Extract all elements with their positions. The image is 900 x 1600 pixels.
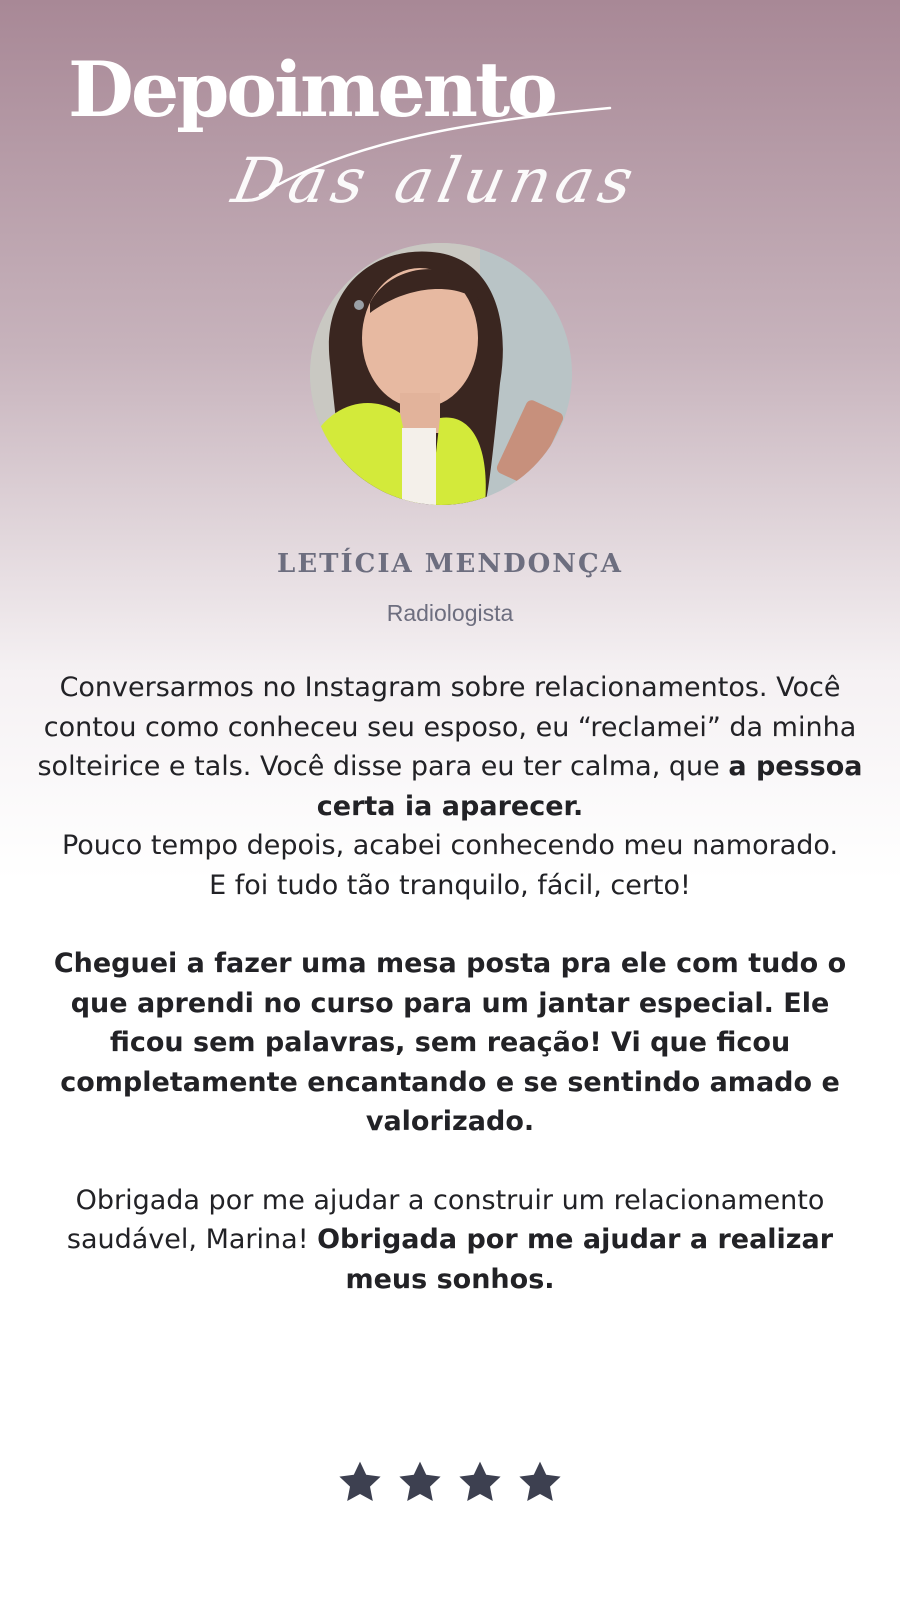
page-subtitle-script: Das alunas — [226, 144, 646, 217]
testimonial-paragraph: E foi tudo tão tranquilo, fácil, certo! — [209, 869, 691, 901]
star-icon — [456, 1458, 504, 1506]
avatar-photo — [310, 243, 572, 505]
avatar — [310, 243, 572, 505]
star-icon — [336, 1458, 384, 1506]
testimonial-text-bold: a pessoa certa ia aparecer. — [316, 751, 863, 822]
testimonial-paragraph — [30, 668, 870, 826]
star-rating — [0, 1458, 900, 1506]
star-icon — [396, 1458, 444, 1506]
page-title: Depoimento — [68, 45, 555, 134]
testimonial-paragraph — [30, 1181, 870, 1300]
author-name: LETÍCIA MENDONÇA — [277, 549, 623, 579]
star-icon — [516, 1458, 564, 1506]
testimonial-text-bold: Cheguei a fazer uma mesa posta pra ele com tudo o que aprendi no curso para um jantar especial. Ele ficou sem palavras, sem reação! Vi que ficou completamente encantando e se sentindo amado e valorizado. — [53, 948, 847, 1137]
testimonial-paragraph: Pouco tempo depois, acabei conhecendo meu namorado. — [61, 830, 839, 861]
testimonial-text-regular: Conversarmos no Instagram sobre relacionamentos. Você contou como conheceu seu esposo, eu “reclamei” da minha solteirice e tals. Você disse para eu ter calma, que — [37, 672, 857, 782]
author-role: Radiologista — [386, 600, 514, 626]
testimonial-text — [30, 668, 870, 1299]
testimonial-text-bold: Obrigada por me ajudar a realizar meus sonhos. — [317, 1224, 834, 1295]
testimonial-paragraph-highlight — [30, 944, 870, 1142]
testimonial-text-regular: Obrigada por me ajudar a construir um relacionamento saudável, Marina! — [66, 1184, 825, 1255]
